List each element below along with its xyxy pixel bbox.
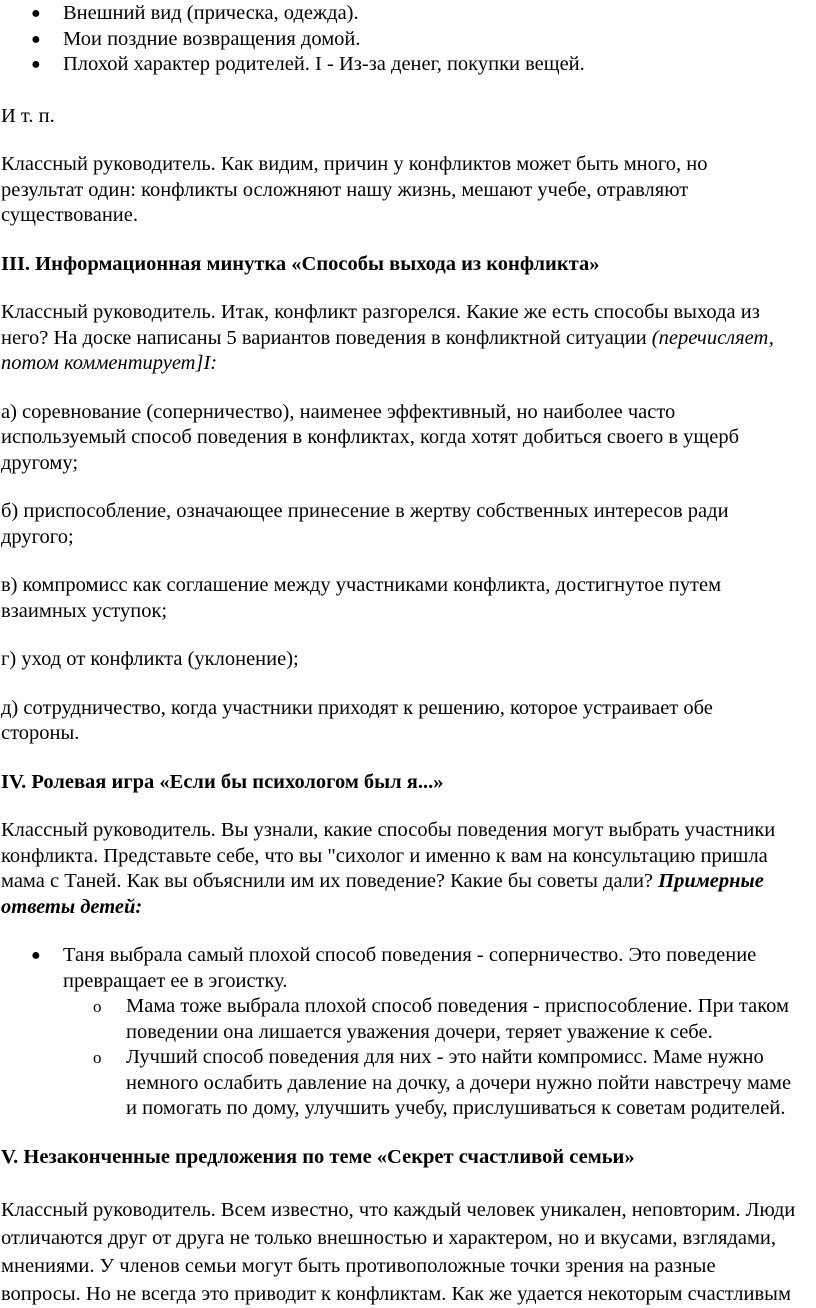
section-3-intro: Классный руководитель. Итак, конфликт разгорелся. Какие же есть способы выхода из него? На доске написаны 5 вариантов поведения в конфликтной ситуации (перечисляет, потом комментирует]I:: [1, 301, 774, 374]
section-3-heading: III. Информационная минутка «Способы выхода из конфликта»: [1, 252, 600, 275]
section-4-heading: IV. Ролевая игра «Если бы психологом был я...»: [1, 770, 444, 793]
circle-bullet-icon: o: [93, 997, 102, 1016]
option-e: д) сотрудничество, когда участники приходят к решению, которое устраивает обе стороны.: [1, 696, 713, 744]
option-c: в) компромисс как соглашение между участниками конфликта, достигнутое путем взаимных уступок;: [1, 574, 722, 622]
list-item: ● Таня выбрала самый плохой способ поведения - соперничество. Это поведение превращает ее в эгоистку. o Мама тоже выбрала плохой способ поведения - приспособление. При таком поведении она лишается уважения дочери, теряет уважение к себе. o Лучший способ поведения для них - это найти компромисс. Маме нужно немного ослабить давление на дочку, а дочери нужно пойти навстречу маме и помогать по дому, улучшить учебу, прислушиваться к советам родителей.: [0, 943, 816, 1122]
bullet-icon: ●: [31, 56, 41, 73]
answers-list: [0, 943, 816, 1122]
bullet-icon: ●: [31, 30, 41, 48]
circle-bullet-icon: o: [93, 1048, 102, 1067]
intro-bullet-list: [0, 1, 816, 78]
list-item: ● Внешний вид (прическа, одежда).: [0, 1, 816, 27]
list-item: ● Плохой характер родителей. I - Из-за денег, покупки вещей.: [0, 52, 816, 78]
list-item: o Мама тоже выбрала плохой способ поведения - приспособление. При таком поведении она лишается уважения дочери, теряет уважение к себе.: [93, 995, 789, 1043]
conflicts-paragraph: Классный руководитель. Как видим, причин у конфликтов может быть много, но результат один: конфликты осложняют нашу жизнь, мешают учебе, отравляют существование.: [1, 153, 708, 226]
list-item: o Лучший способ поведения для них - это найти компромисс. Маме нужно немного ослабить давление на дочку, а дочери нужно пойти навстречу маме и помогать по дому, улучшить учебу, прислушиваться к советам родителей.: [93, 1046, 792, 1119]
option-d: г) уход от конфликта (уклонение);: [1, 648, 299, 670]
section-4-intro: Классный руководитель. Вы узнали, какие способы поведения могут выбрать участники конфликта. Представьте себе, что вы "сихолог и именно к вам на консультацию пришла мама с Таней. Как вы объяснили им их поведение? Какие бы советы дали? Примерные ответы детей:: [1, 819, 776, 918]
bullet-icon: ●: [31, 5, 41, 22]
bullet-icon: ●: [31, 947, 41, 964]
option-a: а) соревнование (соперничество), наименее эффективный, но наиболее часто используемый способ поведения в конфликтах, когда хотят добиться своего в ущерб другому;: [1, 400, 739, 474]
section-5-paragraph: Классный руководитель. Всем известно, что каждый человек уникален, неповторим. Люди отличаются друг от друга не только внешностью и характером, но и вкусами, взглядами, мнениями. У членов семьи могут быть противоположные точки зрения на разные вопросы. Но не всегда это приводит к конфликтам. Как же удается некоторым счастливым: [1, 1199, 796, 1305]
sub-answers-list: [0, 994, 812, 1122]
list-item: ● Мои поздние возвращения домой.: [0, 27, 816, 53]
section-5-heading: V. Незаконченные предложения по теме «Секрет счастливой семьи»: [1, 1145, 635, 1168]
option-b: б) приспособление, означающее принесение в жертву собственных интересов ради другого;: [1, 500, 729, 548]
etc-paragraph: И т. п.: [1, 104, 55, 127]
